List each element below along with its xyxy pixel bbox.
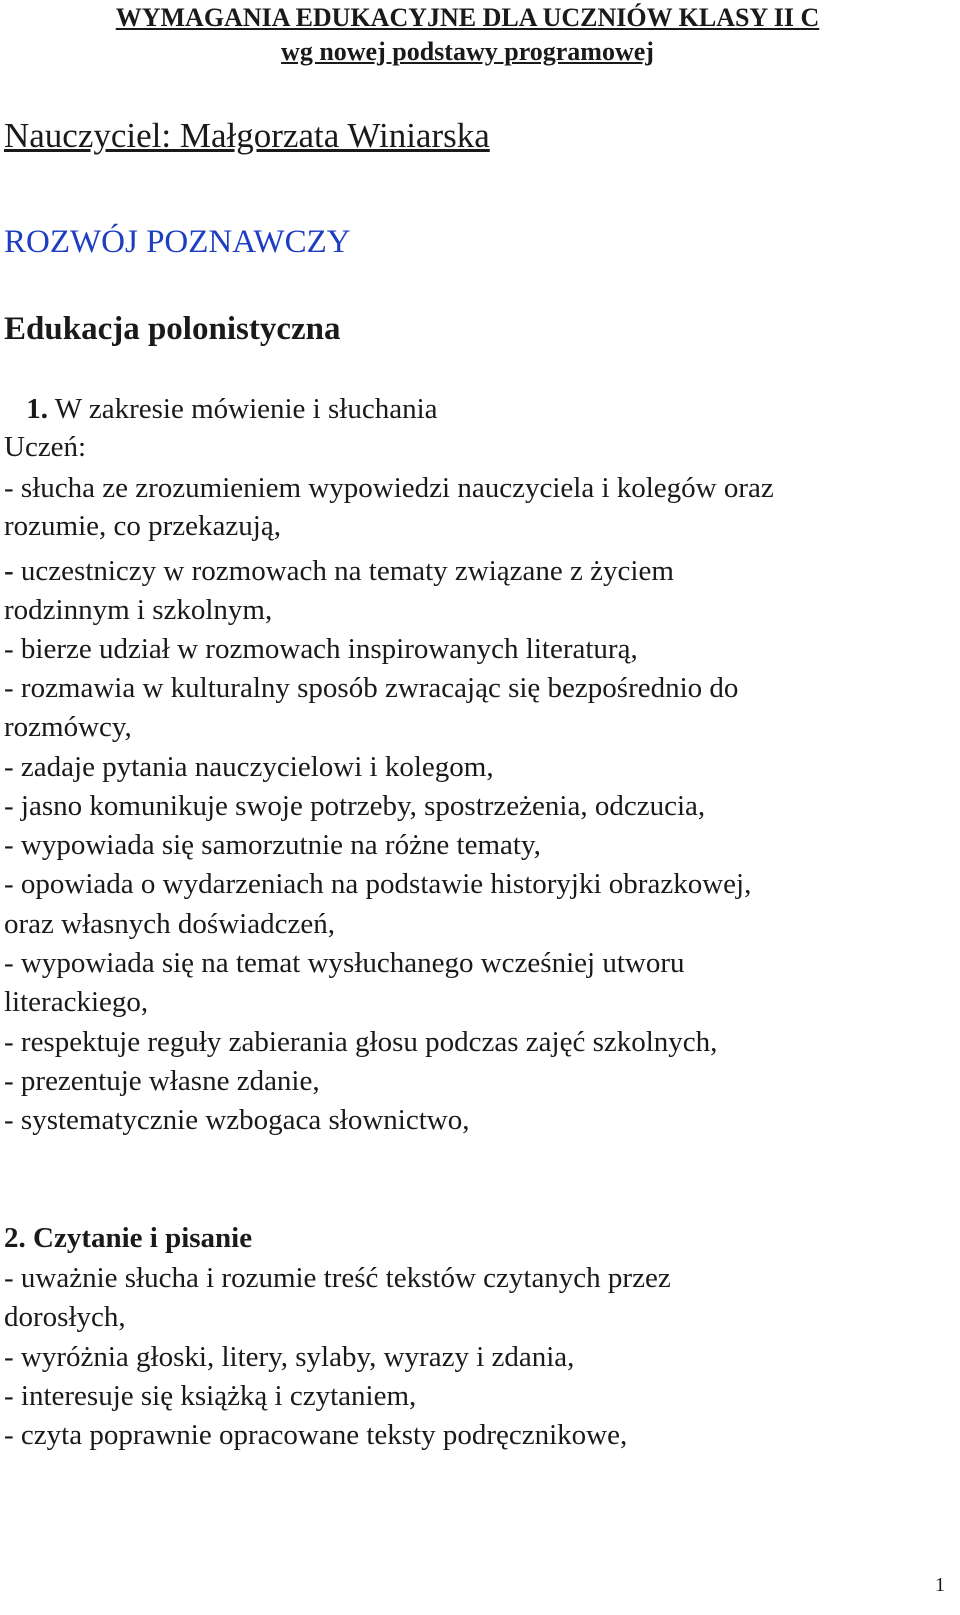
list-item: rozmówcy, — [4, 711, 132, 743]
list-item: - wyróżnia głoski, litery, sylaby, wyrazy i zdania, — [4, 1341, 575, 1373]
part1-title-text: W zakresie mówienie i słuchania — [54, 393, 438, 425]
list-item: - uważnie słucha i rozumie treść tekstów czytanych przez — [4, 1262, 671, 1294]
part1-number: 1. — [26, 393, 48, 425]
list-item: - bierze udział w rozmowach inspirowanych literaturą, — [4, 633, 638, 665]
list-item: - systematycznie wzbogaca słownictwo, — [4, 1104, 470, 1136]
part2-title: 2. Czytanie i pisanie — [4, 1222, 253, 1254]
part1-label: Uczeń: — [4, 431, 87, 463]
document-header-title: WYMAGANIA EDUKACYJNE DLA UCZNIÓW KLASY II C — [115, 3, 820, 32]
subject-heading: Edukacja polonistyczna — [4, 311, 341, 347]
list-item: rozumie, co przekazują, — [4, 510, 281, 542]
page-number: 1 — [935, 1574, 945, 1596]
list-item: - prezentuje własne zdanie, — [4, 1065, 320, 1097]
list-item: oraz własnych doświadczeń, — [4, 908, 335, 940]
document-header-subtitle: wg nowej podstawy programowej — [281, 37, 654, 66]
list-item: - wypowiada się samorzutnie na różne tematy, — [4, 829, 541, 861]
list-item: literackiego, — [4, 986, 149, 1018]
list-item: - zadaje pytania nauczycielowi i kolegom, — [4, 751, 494, 783]
list-item: - rozmawia w kulturalny sposób zwracając się bezpośrednio do — [4, 672, 739, 704]
bold-dash: - — [4, 555, 14, 587]
list-item: - wypowiada się na temat wysłuchanego wcześniej utworu — [4, 947, 685, 979]
list-item: - czyta poprawnie opracowane teksty podręcznikowe, — [4, 1419, 628, 1451]
section-heading: ROZWÓJ POZNAWCZY — [4, 224, 351, 260]
list-item — [4, 553, 674, 589]
list-item: dorosłych, — [4, 1301, 126, 1333]
list-item-text: uczestniczy w rozmowach na tematy związane z życiem — [20, 555, 674, 587]
teacher-name: Nauczyciel: Małgorzata Winiarska — [4, 116, 490, 155]
list-item: - opowiada o wydarzeniach na podstawie historyjki obrazkowej, — [4, 868, 752, 900]
list-item: rodzinnym i szkolnym, — [4, 594, 273, 626]
list-item: - respektuje reguły zabierania głosu podczas zajęć szkolnych, — [4, 1026, 718, 1058]
part1-title — [4, 391, 438, 427]
list-item: - jasno komunikuje swoje potrzeby, spostrzeżenia, odczucia, — [4, 790, 706, 822]
list-item: - interesuje się książką i czytaniem, — [4, 1380, 417, 1412]
list-item: - słucha ze zrozumieniem wypowiedzi nauczyciela i kolegów oraz — [4, 472, 774, 504]
